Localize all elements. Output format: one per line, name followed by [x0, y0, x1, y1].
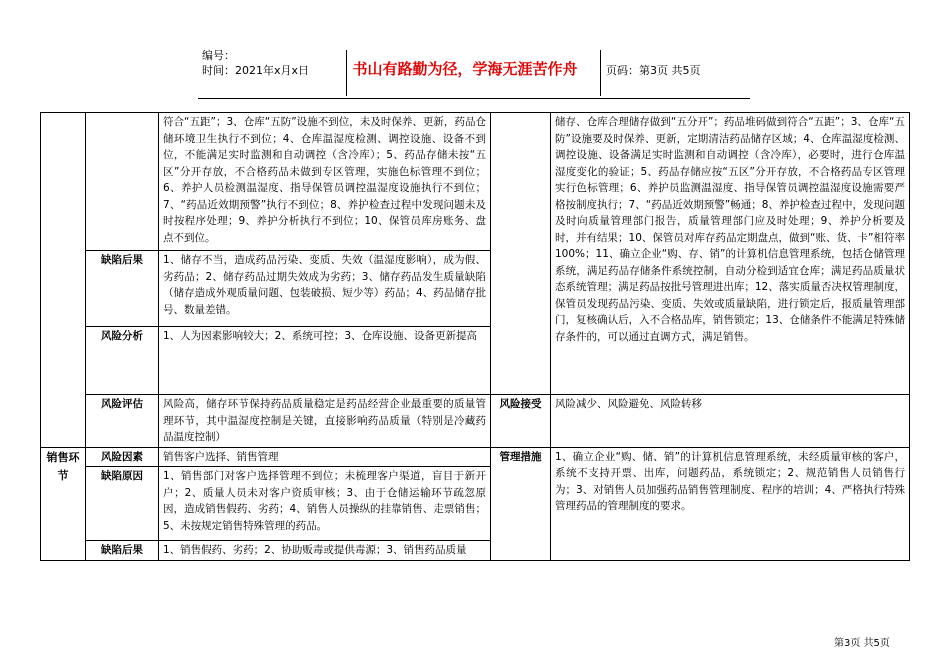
header-page-number: 页码：第3页 共5页: [606, 64, 701, 77]
storage-consequence-label: 缺陷后果: [86, 251, 159, 327]
footer-page-number: 第3页 共5页: [834, 638, 890, 649]
header-divider: [346, 50, 347, 96]
storage-measures-text: 储存、仓库合理储存做到“五分开”；药品堆码做到符合“五距”；3、仓库“五防”设施要及时保养、更新，定期清洁药品储存区域；4、仓库温湿度检测、调控设施、设备满足实时监测和自动调控（含冷库），必要时，进行仓库温湿度变化的验证；5、药品存储应按“五区”分开存放，不合格药品专区管理实行色标管理；6、养护员监测温湿度、指导保管员调控温湿度设施需要严格按制度执行；7、“药品近效期预警”畅通；8、养护检查过程中，发现问题及时向质量管理部门报告，质量管理部门应及时处理；9、养护分析要及时，并有结果；10、保管员对库存药品定期盘点，做到“账、货、卡”相符率100%；11、确立企业“购、存、销”的计算机信息管理系统，包括仓储管理系统，满足药品存储条件系统控制，自动分检到适宜仓库；满足药品质量状态系统管理；满足药品按批号管理进出库；12、落实质量否决权管理制度，保管员发现药品污染、变质、失效或质量缺陷，进行锁定后，报质量管理部门，复核确认后，入不合格品库，销售锁定；13、仓储条件不能满足特殊储存条件的，可以通过直调方式，满足销售。: [551, 113, 910, 395]
sales-factor-label: 风险因素: [86, 447, 159, 467]
sales-cause-text: 1、销售部门对客户选择管理不到位；未梳理客户渠道，盲目于新开户；2、质量人员未对客户资质审核；3、由于仓储运输环节疏忽原因，造成销售假药、劣药；4、销售人员操纵的挂靠销售、走票销售；5、未按规定销售特殊管理的药品。: [159, 467, 491, 541]
storage-analysis-text: 1、人为因素影响较大；2、系统可控；3、仓库设施、设备更新提高: [159, 327, 491, 395]
label-cell-empty: [491, 113, 551, 395]
section-cell-storage: [41, 113, 86, 448]
document-date-label: 时间：2021年x月x日: [202, 64, 310, 77]
header-info: [202, 48, 309, 78]
storage-analysis-label: 风险分析: [86, 327, 159, 395]
storage-assessment-label: 风险评估: [86, 395, 159, 448]
storage-acceptance-text: 风险减少、风险避免、风险转移: [551, 395, 910, 448]
risk-management-table: [40, 112, 910, 561]
sales-measures-label: 管理措施: [491, 447, 551, 560]
sales-consequence-text: 1、销售假药、劣药；2、协助贩毒或提供毒源；3、销售药品质量: [159, 541, 491, 561]
header-divider: [600, 50, 601, 96]
header-motto: 书山有路勤为径，学海无涯苦作舟: [352, 60, 578, 78]
sales-measures-text: 1、确立企业“购、储、销”的计算机信息管理系统，未经质量审核的客户，系统不支持开票、出库，问题药品，系统锁定；2、规范销售人员销售行为；3、对销售人员加强药品销售管理制度、程序的培训；4、严格执行特殊管理药品的管理制度的要求。: [551, 447, 910, 560]
storage-defect-cause-text: 符合“五距”；3、仓库“五防”设施不到位，未及时保养、更新，药品仓储环境卫生执行不到位；4、仓库温湿度检测、调控设施、设备不到位，不能满足实时监测和自动调控（含冷库）；5、药品存储未按“五区”分开存放，不合格药品未做到专区管理，实施色标管理不到位；6、养护人员检测温湿度、指导保管员调控温湿度设施执行不到位；7、“药品近效期预警”执行不到位；8、养护检查过程中发现问题未及时按程序处理；9、养护分析执行不到位；10、保管员库房账务、盘点不到位。: [159, 113, 491, 251]
storage-consequence-text: 1、储存不当，造成药品污染、变质、失效（温湿度影响），成为假、劣药品；2、储存药品过期失效成为劣药；3、储存药品发生质量缺陷（储存造成外观质量问题、包装破损、短少等）药品；4、药品储存批号、数量差错。: [159, 251, 491, 327]
sales-section-label: 销售环节: [41, 447, 86, 560]
storage-acceptance-label: 风险接受: [491, 395, 551, 448]
storage-assessment-text: 风险高，储存环节保持药品质量稳定是药品经营企业最重要的质量管理环节，其中温湿度控制是关键，直接影响药品质量（特别是冷藏药品温度控制）: [159, 395, 491, 448]
sales-cause-label: 缺陷原因: [86, 467, 159, 541]
table-row: [41, 113, 910, 251]
table-row: [41, 447, 910, 467]
table-row: [41, 395, 910, 448]
page-header: [198, 44, 750, 99]
sales-consequence-label: 缺陷后果: [86, 541, 159, 561]
label-cell-empty: [86, 113, 159, 251]
document-number-label: 编号：: [202, 49, 235, 62]
sales-factor-text: 销售客户选择、销售管理: [159, 447, 491, 467]
